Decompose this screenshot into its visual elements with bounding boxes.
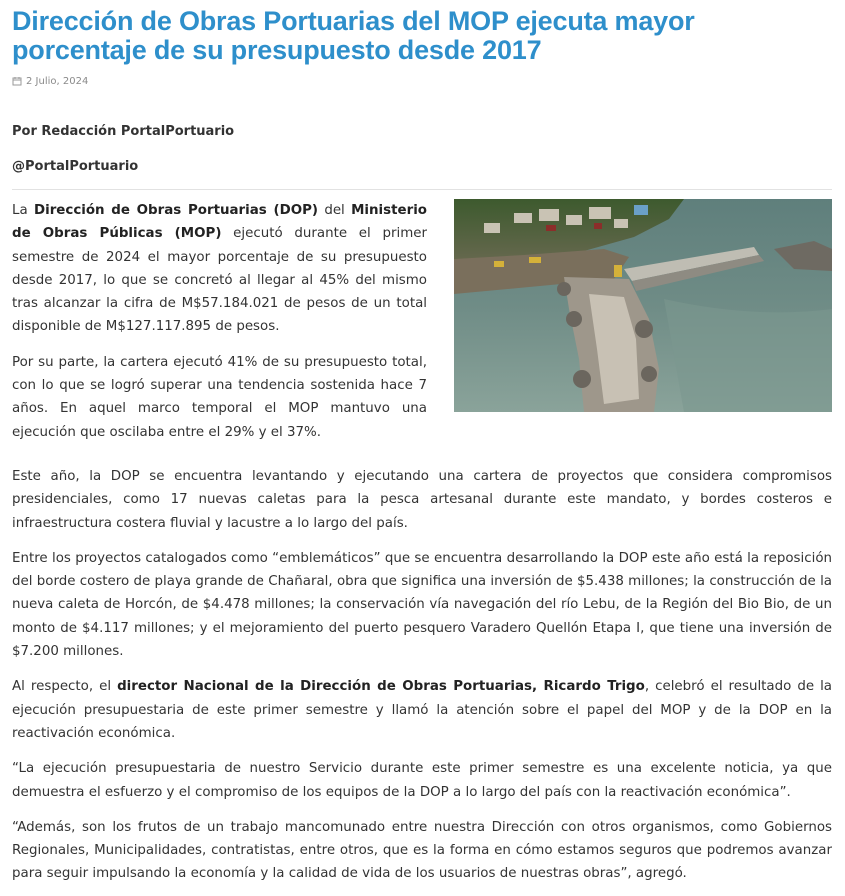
p5-bold-director: director Nacional de la Dirección de Obras Portuarias, Ricardo Trigo [117, 679, 645, 695]
article-title: Dirección de Obras Portuarias del MOP ejecuta mayor porcentaje de su presupuesto desde 2017 [12, 6, 695, 65]
p1-text-3: ejecutó durante el primer semestre de 2024 el mayor porcentaje de su presupuesto desde 2017, lo que se concretó al llegar al 45% del mismo tras alcanzar la cifra de M$57.184.021 de pesos de un total disponible de M$127.117.895 de pesos. [12, 226, 427, 335]
photo-illustration [454, 199, 832, 412]
date-text: 2 Julio, 2024 [26, 75, 89, 87]
article-intro [12, 199, 832, 450]
paragraph-5 [12, 675, 832, 745]
p1-bold-dop: Dirección de Obras Portuarias (DOP) [33, 203, 319, 218]
p5-text-1: Al respecto, el [12, 679, 118, 695]
article-byline: Por Redacción PortalPortuario [12, 124, 235, 139]
p1-bold-mop: Ministerio de Obras Públicas (MOP) [12, 203, 427, 242]
p1-text-1: La [12, 203, 34, 218]
port-breakwater-photo [454, 199, 832, 412]
p1-text-2: del [318, 203, 352, 218]
intro-text-column [12, 199, 427, 444]
paragraph-6: “La ejecución presupuestaria de nuestro Servicio durante este primer semestre es una excelente noticia, ya que demuestra el esfuerzo y el compromiso de los equipos de la DOP a lo largo del país con la reactivación económica”. [12, 761, 832, 800]
paragraph-1 [12, 199, 427, 339]
calendar-icon [12, 76, 22, 86]
divider [12, 189, 832, 190]
article-body [12, 465, 832, 886]
paragraph-7: “Además, son los frutos de un trabajo mancomunado entre nuestra Dirección con otros organismos, como Gobiernos Regionales, Municipalidades, contratistas, entre otros, que es la forma en cómo estamos seguros que podremos avanzar para seguir impulsando la economía y la calidad de vida de los usuarios de nuestras obras”, agregó. [12, 819, 832, 882]
p5-text-2: , celebró el resultado de la ejecución presupuestaria de este primer semestre y llamó la atención sobre el papel del MOP y de la DOP en la reactivación económica. [12, 679, 832, 741]
paragraph-2: Por su parte, la cartera ejecutó 41% de su presupuesto total, con lo que se logró superar una tendencia sostenida hace 7 años. En aquel marco temporal el MOP mantuvo una ejecución que oscilaba entre el 29% y el 37%. [12, 354, 427, 440]
paragraph-3: Este año, la DOP se encuentra levantando y ejecutando una cartera de proyectos que considera compromisos presidenciales, como 17 nuevas caletas para la pesca artesanal durante este mandato, y bordes costeros e infraestructura costera fluvial y lacustre a lo largo del país. [12, 469, 832, 531]
paragraph-4: Entre los proyectos catalogados como “emblemáticos” que se encuentra desarrollando la DOP este año está la reposición del borde costero de playa grande de Chañaral, obra que significa una inversión de $5.438 millones; la construcción de la nueva caleta de Horcón, de $4.478 millones; la conservación vía navegación del río Lebu, de la Región del Bio Bio, de un monto de $4.117 millones; y el mejoramiento del puerto pesquero Varadero Quellón Etapa I, que tiene una inversión de $7.200 millones. [12, 550, 832, 660]
article-handle: @PortalPortuario [12, 159, 139, 174]
article-date [12, 74, 832, 88]
